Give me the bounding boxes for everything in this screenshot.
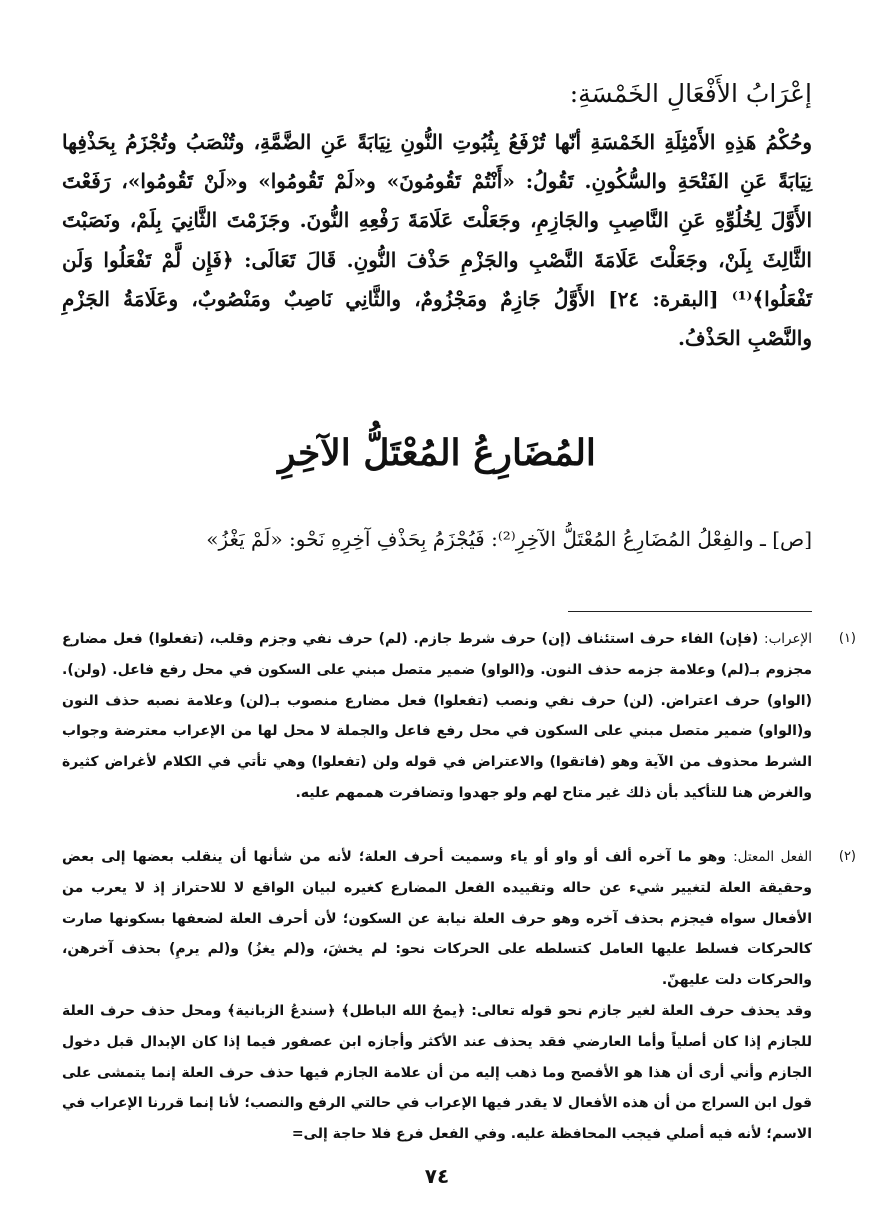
book-page [62, 0, 856, 1219]
footnote-1-label: الإعراب: [764, 631, 812, 647]
footnote-2 [62, 842, 856, 1150]
footnote-1-number: (١) [838, 631, 856, 646]
matn-text-line: [ص] ـ والفِعْلُ المُضَارِعُ المُعْتَلُّ الآخِرِ⁽²⁾: فَيُجْزَمُ بِحَذْفِ آخِرِهِ نَحْو: «لَمْ يَغْزُ» [206, 527, 812, 551]
footnote-1-text: (فإن) الفاء حرف استئناف (إن) حرف شرط جازم. (لم) حرف نفي وجزم وقلب، (تفعلوا) فعل مضارع مجزوم بـ(لم) وعلامة جزمه حذف النون. و(الواو) ضمير متصل مبني على السكون في محل رفع فاعل. (ولن). (الواو) حرف اعتراض. (لن) حرف نفي ونصب (تفعلوا) فعل مضارع منصوب بـ(لن) وعلامة نصبه حذف النون و(الواو) ضمير متصل مبني على السكون في محل رفع فاعل والجملة لا محل لها من الإعراب معترضة وجواب الشرط محذوف من الآية وهو (فاتقوا) والاعتراض في قوله ولن (تفعلوا) وهي تأتي في الكلام لأغراض كثيرة والغرض هنا للتأكيد بأن ذلك غير متاح لهم ولو جهدوا وتضافرت هممهم عليه. [62, 631, 812, 801]
section-heading: إعْرَابُ الأَفْعَالِ الخَمْسَةِ: [569, 79, 812, 108]
footnote-2-label: الفعل المعتل: [733, 849, 813, 865]
footnote-separator [568, 611, 812, 612]
footnote-2-continuation: وقد يحذف حرف العلة لغير جازم نحو قوله تعالى: ﴿يمحُ الله الباطل﴾ ﴿سندعُ الزبانية﴾ ومحل حذف حرف العلة للجازم إذا كان أصلياً وأما العارضي فقد يحذف عند الأكثر وأجازه ابن عصفور فيما إذا كان الإبدال قبل دخول الجازم وأني أرى أن هذا هو الأفصح وما ذهب إليه من أن علامة الجازم فيها حذف حرف العلة إنما يتمشى على قول ابن السراج من أن هذه الأفعال لا يقدر فيها الإعراب في حالتي الرفع والنصب؛ لأنا إنما قررنا الإعراب في الاسم؛ لأنه فيه أصلي فيجب المحافظة عليه. وفي الفعل فرع فلا حاجة إلى= [62, 1002, 812, 1143]
footnote-2-text: وهو ما آخره ألف أو واو أو ياء وسميت أحرف العلة؛ لأنه من شأنها أن ينقلب بعضها إلى بعض وحقيقة العلة لتغيير شيء عن حاله وتقييده الفعل المضارع كغيره لبيان الواقع لا للاحتراز إذ لا يعرب من الأفعال سواه فيجزم بحذف آخره وهو حرف العلة نيابة عن السكون؛ لأن أحرف العلة لضعفها بسكونها صارت كالحركات فسلط عليها العامل كتسلطه على الحركات نحو: لم يخشَ، و(لم يغزُ) و(لم يرمِ) بحذف آخرهن، والحركات دلت عليهنّ. [62, 849, 812, 989]
chapter-title: المُضَارِعُ المُعْتَلُّ الآخِرِ [278, 432, 596, 474]
footnote-2-number: (٢) [838, 849, 856, 864]
main-paragraph: وحُكْمُ هَذِهِ الأَمْثِلَةِ الخَمْسَةِ أنّها تُرْفَعُ بِثُبُوتِ النُّونِ نِيَابَةً عَنِ الضَّمَّةِ، وتُنْصَبُ وتُجْزَمُ بِحَذْفِها نِيَابَةً عَنِ الفَتْحَةِ والسُّكُونِ. تَقُولُ: «أَنْتُمْ تَقُومُونَ» و«لَمْ تَقُومُوا» و«لَنْ تَقُومُوا»، رَفَعْتَ الأَوَّلَ لِخُلُوِّهِ عَنِ النَّاصِبِ والجَازِمِ، وجَعَلْتَ عَلَامَةَ رَفْعِهِ النُّونَ. وجَزَمْتَ الثَّانِيَ بِلَمْ، ونَصَبْتَ الثَّالِثَ بِلَنْ، وجَعَلْتَ عَلَامَةَ النَّصْبِ والجَزْمِ حَذْفَ النُّونِ. قَالَ تَعَالَى: ﴿فَإِن لَّمْ تَفْعَلُوا وَلَن تَفْعَلُوا﴾⁽¹⁾ [البقرة: ٢٤] الأَوَّلُ جَازِمٌ ومَجْزُومٌ، والثَّانِي نَاصِبٌ ومَنْصُوبٌ، وعَلَامَةُ الجَزْمِ والنَّصْبِ الحَذْفُ. [62, 130, 813, 351]
footnote-1 [62, 624, 856, 809]
page-number: ٧٤ [424, 1164, 450, 1188]
